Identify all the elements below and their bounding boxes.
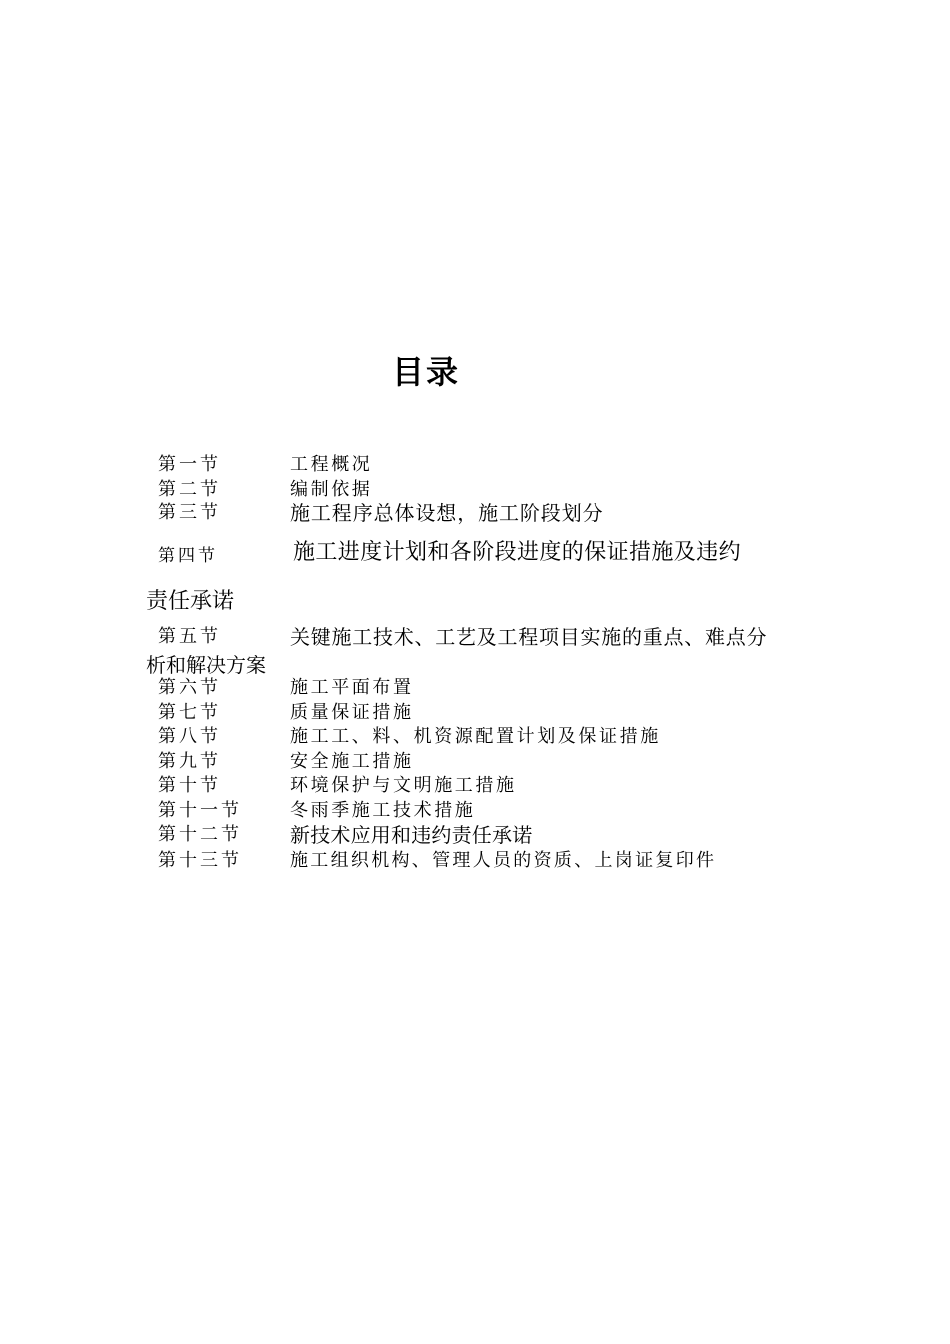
toc-section-title-continuation: 责任承诺: [146, 589, 235, 614]
toc-section-title: 编制依据: [290, 479, 373, 500]
toc-section-title: 冬雨季施工技术措施: [290, 800, 476, 821]
toc-section-number: 第三节: [158, 502, 221, 523]
toc-section-title: 施工组织机构、管理人员的资质、上岗证复印件: [290, 850, 717, 871]
toc-section-title: 安全施工措施: [290, 751, 414, 772]
toc-section-number: 第九节: [158, 751, 221, 772]
toc-section-title: 施工程序总体设想，施工阶段划分: [290, 501, 604, 525]
toc-section-number: 第七节: [158, 702, 221, 723]
toc-section-title: 质量保证措施: [290, 702, 414, 723]
toc-section-number: 第十二节: [158, 824, 242, 845]
toc-section-number: 第六节: [158, 677, 221, 698]
toc-section-number: 第四节: [158, 546, 218, 566]
toc-section-title: 环境保护与文明施工措施: [290, 775, 517, 796]
toc-section-title-continuation: 析和解决方案: [146, 653, 266, 677]
toc-section-number: 第十节: [158, 775, 221, 796]
toc-section-number: 第十一节: [158, 800, 242, 821]
page-title: 目录: [391, 353, 460, 391]
toc-section-number: 第一节: [158, 454, 221, 475]
toc-section-title: 施工平面布置: [290, 677, 414, 698]
toc-section-title: 关键施工技术、工艺及工程项目实施的重点、难点分: [290, 625, 768, 649]
toc-section-title: 施工进度计划和各阶段进度的保证措施及违约: [293, 540, 742, 565]
toc-section-title: 施工工、料、机资源配置计划及保证措施: [290, 726, 661, 747]
toc-section-number: 第二节: [158, 479, 221, 500]
toc-section-number: 第十三节: [158, 850, 242, 871]
toc-section-title: 工程概况: [290, 454, 373, 475]
toc-section-title: 新技术应用和违约责任承诺: [290, 823, 533, 847]
toc-section-number: 第八节: [158, 726, 221, 747]
toc-section-number: 第五节: [158, 626, 221, 647]
